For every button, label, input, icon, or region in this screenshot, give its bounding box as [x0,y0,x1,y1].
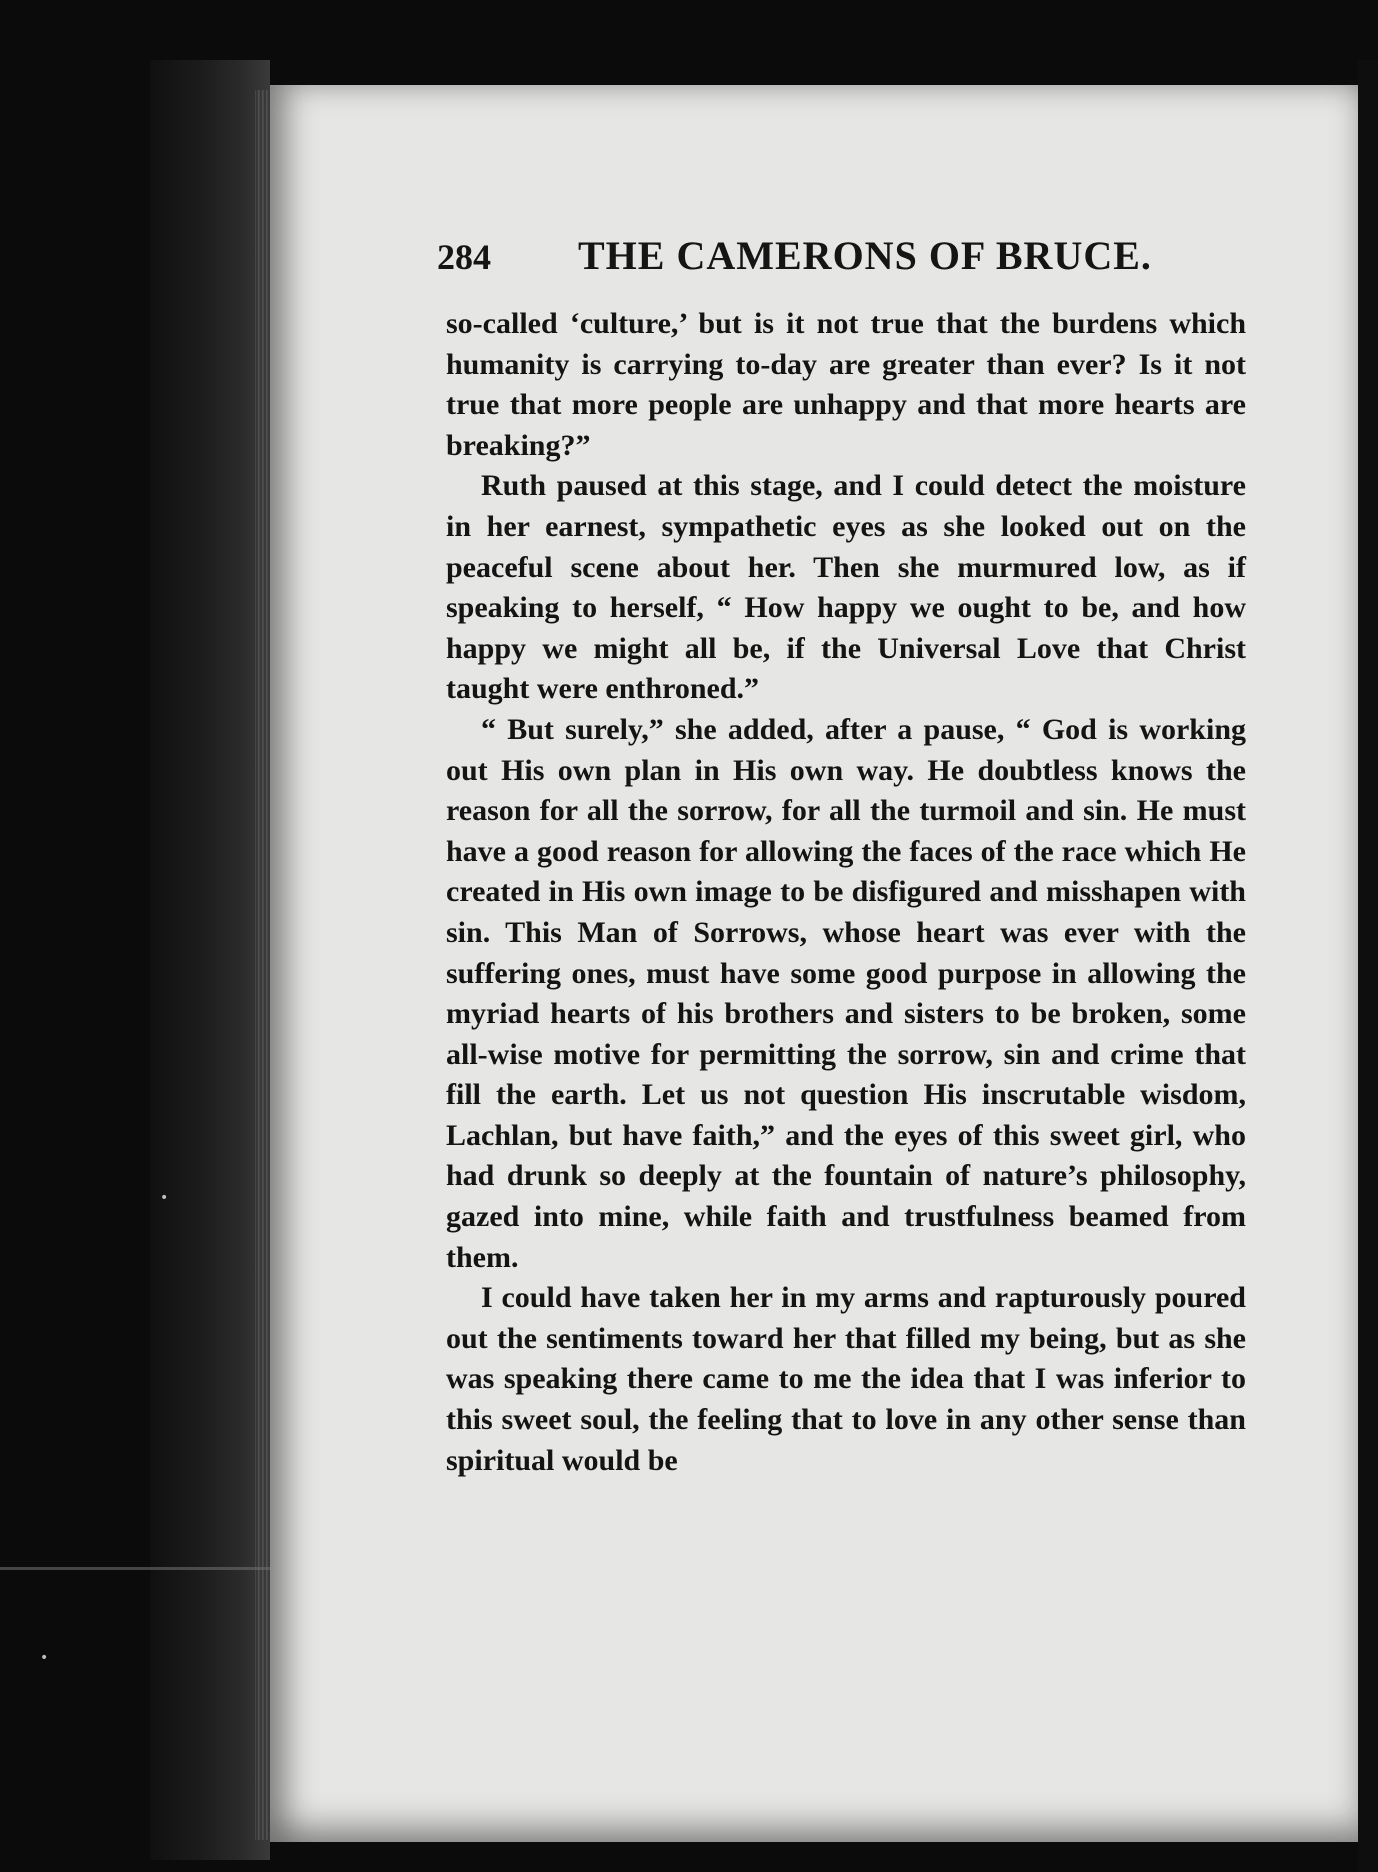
book-binding [150,60,270,1860]
scan-artifact-line [0,1567,290,1570]
scan-speck: • [40,1650,49,1666]
paragraph: so-called ‘culture,’ but is it not true that the burdens which humanity is carrying to-day are greater than ever? Is it not true that more people are unhappy and that more hearts are breaking?” [446,307,1246,462]
running-title: THE CAMERONS OF BRUCE. [578,233,1152,278]
paragraph: “ But surely,” she added, after a pause, “ God is working out His own plan in His own way. He doubtless knows the reason for all the sorrow, for all the turmoil and sin. He must have a good reason for allowing the faces of the race which He created in His own image to be disfigured and misshapen with sin. This Man of Sorrows, whose heart was ever with the suffering ones, must have some good purpose in allowing the myriad hearts of his brothers and sisters to be broken, some all-wise motive for permitting the sorrow, sin and crime that fill the earth. Let us not question His inscrutable wisdom, Lachlan, but have faith,” and the eyes of this sweet girl, who had drunk so deeply at the fountain of nature’s philosophy, gazed into mine, while faith and trustfulness beamed from them. [446,712,1246,1274]
page-header [437,232,1257,292]
page-body-text [446,304,1246,1481]
right-margin-shadow [1358,60,1378,1872]
page-number: 284 [437,237,491,277]
scan-speck: • [160,1190,169,1206]
paragraph: Ruth paused at this stage, and I could detect the moisture in her earnest, sympathetic eyes as she looked out on the peaceful scene about her. Then she murmured low, as if speaking to herself, “ How happy we ought to be, and how happy we might all be, if the Universal Love that Christ taught were enthroned.” [446,469,1246,706]
paragraph: I could have taken her in my arms and rapturously poured out the sentiments toward her that filled my being, but as she was speaking there came to me the idea that I was inferior to this sweet soul, the feeling that to love in any other sense than spiritual would be [446,1281,1246,1477]
